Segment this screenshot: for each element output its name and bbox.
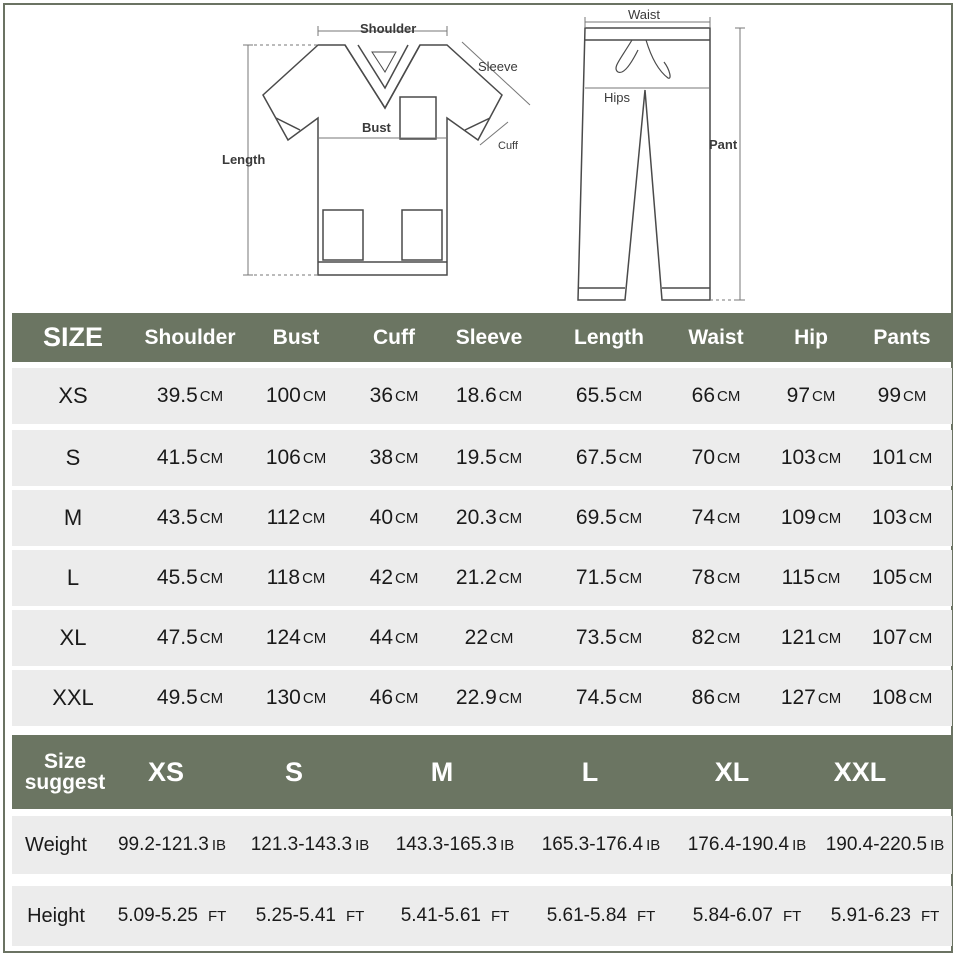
size-cell: XS: [58, 383, 88, 408]
unit-label: CM: [817, 689, 842, 707]
shirt-outline: [263, 45, 502, 275]
bust-label: Bust: [362, 120, 391, 135]
bust-cell: [246, 670, 346, 726]
size-row-l: [12, 550, 952, 606]
header-pants: Pants: [873, 325, 931, 349]
shoulder-cell: [134, 430, 246, 486]
unit-label: CM: [199, 629, 224, 647]
unit-label: CM: [302, 509, 326, 527]
unit-label: CM: [199, 689, 224, 707]
size-cell: M: [63, 505, 83, 530]
waist-value: 82: [691, 626, 716, 649]
header-hip: Hip: [794, 325, 828, 349]
unit-label: CM: [498, 689, 523, 707]
sleeve-value: 20.3: [455, 506, 497, 529]
unit-label: CM: [908, 509, 933, 527]
bust-value: 118: [266, 566, 301, 589]
header-sleeve: Sleeve: [455, 325, 523, 349]
header-cuff: Cuff: [373, 325, 415, 349]
unit-label: CM: [618, 387, 643, 405]
cuff-value: 44: [369, 626, 394, 649]
unit-label: CM: [908, 629, 933, 647]
shoulder-value: 47.5: [156, 626, 198, 649]
sleeve-cell: [442, 610, 536, 666]
unit-label: FT: [345, 907, 365, 925]
unit-label: FT: [636, 907, 656, 925]
unit-label: IB: [355, 836, 370, 854]
hip-value: 121: [780, 626, 816, 649]
height-cell: [384, 886, 526, 946]
shoulder-cell: [134, 490, 246, 546]
suggest-size-s: S: [284, 756, 303, 787]
unit-label: CM: [199, 509, 224, 527]
unit-label: IB: [211, 836, 227, 854]
size-cell: L: [66, 565, 80, 590]
cuff-value: 40: [369, 506, 394, 529]
sleeve-value: 19.5: [455, 446, 497, 469]
pants-value: 103: [871, 506, 907, 529]
unit-label: CM: [395, 449, 419, 467]
header-size: SIZE: [42, 322, 103, 352]
pants-cell: [852, 490, 952, 546]
unit-label: CM: [618, 689, 643, 707]
unit-label: CM: [717, 689, 741, 707]
unit-label: CM: [717, 569, 741, 587]
size-cell: S: [65, 445, 81, 470]
waist-label: Waist: [628, 7, 661, 22]
shoulder-cell: [134, 610, 246, 666]
weight-value: 176.4-190.4: [687, 834, 790, 855]
hip-value: 115: [781, 566, 816, 589]
length-value: 73.5: [575, 626, 617, 649]
height-cell: [104, 886, 240, 946]
pants-cell: [852, 670, 952, 726]
shoulder-cell: [134, 550, 246, 606]
weight-row: [12, 816, 952, 874]
suggest-size-xl: XL: [714, 756, 750, 787]
suggest-table-header: [12, 735, 952, 809]
unit-label: FT: [207, 907, 227, 925]
cuff-cell: [346, 430, 442, 486]
sleeve-label: Sleeve: [478, 59, 518, 74]
suggest-title: [12, 735, 118, 809]
unit-label: CM: [618, 449, 643, 467]
suggest-title-line1: Size: [43, 750, 87, 773]
garment-drawing: [0, 0, 960, 310]
size-row-s: [12, 430, 952, 486]
header-length: Length: [574, 325, 644, 349]
unit-label: IB: [930, 836, 945, 854]
shoulder-value: 43.5: [156, 506, 198, 529]
unit-label: IB: [792, 836, 807, 854]
shoulder-value: 41.5: [156, 446, 198, 469]
unit-label: CM: [199, 449, 224, 467]
unit-label: CM: [717, 629, 741, 647]
waist-cell: [652, 550, 780, 606]
header-bust: Bust: [272, 325, 320, 349]
size-row-m: [12, 490, 952, 546]
height-value: 5.61-5.84: [546, 905, 627, 926]
weight-cell: [676, 816, 818, 874]
unit-label: CM: [618, 509, 643, 527]
unit-label: CM: [395, 689, 419, 707]
unit-label: CM: [618, 569, 643, 587]
unit-label: CM: [498, 509, 523, 527]
unit-label: FT: [920, 907, 940, 925]
hip-value: 97: [786, 384, 811, 407]
pants-cell: [852, 610, 952, 666]
suggest-size-m: M: [430, 756, 454, 787]
weight-value: 121.3-143.3: [250, 834, 353, 855]
unit-label: IB: [500, 836, 515, 854]
length-label: Length: [222, 152, 266, 167]
length-value: 74.5: [575, 686, 617, 709]
header-shoulder: Shoulder: [144, 325, 236, 349]
length-value: 65.5: [575, 384, 617, 407]
sleeve-value: 22.9: [455, 686, 497, 709]
size-row-xl: [12, 610, 952, 666]
garment-diagram: [0, 0, 960, 310]
length-value: 67.5: [575, 446, 617, 469]
bust-value: 130: [265, 686, 301, 709]
unit-label: CM: [817, 629, 842, 647]
length-value: 69.5: [575, 506, 617, 529]
unit-label: CM: [618, 629, 643, 647]
cuff-cell: [346, 490, 442, 546]
shoulder-label: Shoulder: [360, 21, 417, 36]
cuff-cell: [346, 550, 442, 606]
header-waist: Waist: [688, 325, 744, 349]
unit-label: CM: [302, 629, 327, 647]
waist-cell: [652, 368, 780, 424]
unit-label: CM: [817, 449, 842, 467]
hip-cell: [770, 490, 852, 546]
unit-label: CM: [302, 569, 326, 587]
unit-label: CM: [498, 387, 523, 405]
hip-cell: [770, 368, 852, 424]
weight-value: 190.4-220.5: [825, 834, 928, 855]
size-row-xs: [12, 368, 952, 424]
height-label: Height: [27, 904, 85, 927]
height-value: 5.25-5.41: [255, 905, 336, 926]
sleeve-cell: [442, 550, 536, 606]
unit-label: CM: [498, 569, 523, 587]
unit-label: CM: [817, 509, 842, 527]
bust-value: 100: [265, 384, 301, 407]
size-cell: XXL: [52, 685, 94, 710]
weight-value: 99.2-121.3: [117, 834, 209, 855]
unit-label: CM: [717, 509, 741, 527]
suggest-title-line2: suggest: [24, 771, 106, 794]
unit-label: CM: [908, 689, 933, 707]
pants-measure-lines: [585, 17, 745, 300]
waist-cell: [652, 610, 780, 666]
pants-value: 107: [871, 626, 907, 649]
height-value: 5.84-6.07: [692, 905, 773, 926]
bust-value: 106: [265, 446, 301, 469]
shoulder-value: 45.5: [156, 566, 198, 589]
pants-value: 105: [871, 566, 907, 589]
weight-cell: [104, 816, 240, 874]
sleeve-value: 21.2: [455, 566, 497, 589]
unit-label: FT: [490, 907, 510, 925]
unit-label: CM: [812, 387, 836, 405]
pants-value: 99: [877, 384, 902, 407]
unit-label: CM: [908, 449, 933, 467]
weight-cell: [240, 816, 380, 874]
hip-cell: [770, 610, 852, 666]
cuff-cell: [346, 368, 442, 424]
sleeve-cell: [442, 490, 536, 546]
shoulder-cell: [134, 670, 246, 726]
unit-label: CM: [817, 569, 841, 587]
height-row: [12, 886, 952, 946]
height-value: 5.41-5.61: [400, 905, 481, 926]
bust-cell: [246, 368, 346, 424]
height-cell: [818, 886, 952, 946]
unit-label: CM: [717, 387, 741, 405]
sleeve-cell: [442, 670, 536, 726]
weight-value: 165.3-176.4: [541, 834, 644, 855]
height-value: 5.09-5.25: [117, 905, 198, 926]
sleeve-cell: [442, 368, 536, 424]
pant-label: Pant: [709, 137, 738, 152]
height-cell: [240, 886, 380, 946]
length-value: 71.5: [575, 566, 617, 589]
unit-label: CM: [199, 569, 224, 587]
unit-label: CM: [302, 387, 327, 405]
unit-label: CM: [498, 449, 523, 467]
shoulder-cell: [134, 368, 246, 424]
cuff-label: Cuff: [498, 140, 518, 152]
cuff-value: 42: [369, 566, 394, 589]
shoulder-value: 39.5: [156, 384, 198, 407]
size-table-header: [12, 313, 952, 362]
hip-value: 109: [780, 506, 816, 529]
unit-label: CM: [302, 449, 327, 467]
bust-cell: [246, 610, 346, 666]
weight-value: 143.3-165.3: [395, 834, 498, 855]
hip-cell: [770, 550, 852, 606]
pants-cell: [852, 550, 952, 606]
pants-value: 101: [871, 446, 907, 469]
size-row-xxl: [12, 670, 952, 726]
cuff-cell: [346, 670, 442, 726]
hip-cell: [770, 430, 852, 486]
cuff-value: 38: [369, 446, 394, 469]
weight-cell: [818, 816, 952, 874]
shoulder-value: 49.5: [156, 686, 198, 709]
height-cell: [676, 886, 818, 946]
hips-label: Hips: [604, 90, 631, 105]
weight-label: Weight: [25, 833, 87, 856]
waist-value: 78: [691, 566, 716, 589]
height-cell: [530, 886, 672, 946]
unit-label: CM: [395, 569, 419, 587]
waist-value: 74: [691, 506, 716, 529]
waist-cell: [652, 430, 780, 486]
cuff-value: 36: [369, 384, 394, 407]
sleeve-cell: [442, 430, 536, 486]
unit-label: CM: [903, 387, 927, 405]
unit-label: CM: [908, 569, 933, 587]
pants-cell: [852, 430, 952, 486]
bust-cell: [246, 550, 346, 606]
bust-value: 124: [265, 626, 301, 649]
suggest-size-xxl: XXL: [833, 756, 887, 787]
hip-value: 127: [780, 686, 816, 709]
sleeve-value: 22: [464, 626, 489, 649]
suggest-size-xs: XS: [147, 756, 185, 787]
unit-label: CM: [199, 387, 224, 405]
waist-value: 70: [691, 446, 716, 469]
pants-outline: [578, 28, 710, 300]
hip-value: 103: [780, 446, 816, 469]
hip-cell: [770, 670, 852, 726]
bust-value: 112: [266, 506, 301, 529]
weight-cell: [384, 816, 526, 874]
unit-label: IB: [646, 836, 661, 854]
sleeve-value: 18.6: [455, 384, 497, 407]
bust-cell: [246, 490, 346, 546]
unit-label: CM: [395, 629, 419, 647]
size-cell: XL: [59, 625, 87, 650]
unit-label: CM: [395, 387, 419, 405]
bust-cell: [246, 430, 346, 486]
waist-value: 86: [691, 686, 716, 709]
cuff-value: 46: [369, 686, 394, 709]
weight-cell: [530, 816, 672, 874]
waist-cell: [652, 490, 780, 546]
suggest-size-l: L: [581, 756, 599, 787]
waist-value: 66: [691, 384, 716, 407]
unit-label: CM: [717, 449, 741, 467]
height-value: 5.91-6.23: [830, 905, 911, 926]
cuff-cell: [346, 610, 442, 666]
pants-value: 108: [871, 686, 907, 709]
unit-label: CM: [395, 509, 419, 527]
waist-cell: [652, 670, 780, 726]
unit-label: CM: [490, 629, 514, 647]
unit-label: CM: [302, 689, 327, 707]
pants-cell: [852, 368, 952, 424]
unit-label: FT: [782, 907, 802, 925]
